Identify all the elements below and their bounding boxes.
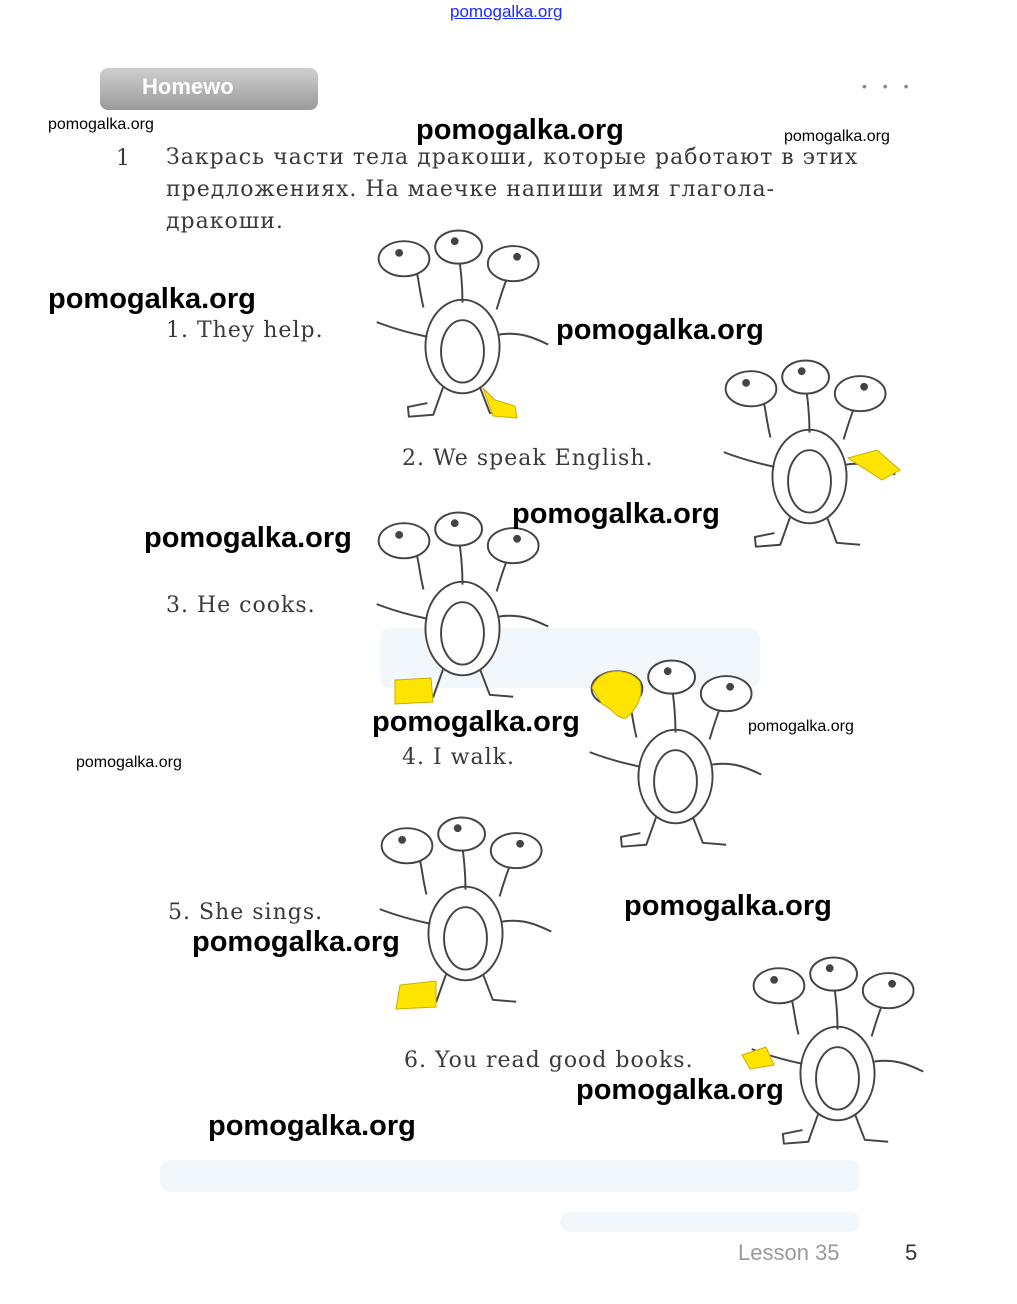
watermark: pomogalka.org bbox=[192, 926, 400, 958]
sentence-6: 6. You read good books. bbox=[404, 1048, 694, 1073]
page-number: 5 bbox=[905, 1240, 918, 1265]
sentence-4: 4. I walk. bbox=[402, 745, 515, 770]
dragon-illustration-3 bbox=[365, 510, 560, 708]
task-instruction: Закрась части тела дракоши, которые работают в этих предложениях. На маечке напиши имя глагола-дракоши. bbox=[166, 145, 859, 234]
watermark: pomogalka.org bbox=[372, 706, 580, 738]
watermark: pomogalka.org bbox=[748, 718, 854, 735]
highlight-foot bbox=[396, 981, 436, 1009]
watermark: pomogalka.org bbox=[784, 128, 890, 145]
watermark: pomogalka.org bbox=[576, 1074, 784, 1106]
sentence-5: 5. She sings. bbox=[168, 900, 324, 925]
task-number: 1 bbox=[116, 146, 130, 171]
watermark: pomogalka.org bbox=[48, 283, 256, 315]
highlight-legs bbox=[483, 388, 517, 418]
watermark: pomogalka.org bbox=[624, 890, 832, 922]
watermark: pomogalka.org bbox=[512, 498, 720, 530]
homework-label: Homewo bbox=[142, 74, 234, 99]
homework-banner bbox=[100, 68, 318, 110]
dragon-illustration-5 bbox=[368, 815, 563, 1013]
sentence-1: 1. They help. bbox=[166, 318, 324, 343]
highlight-hand bbox=[742, 1047, 774, 1069]
dragon-illustration-1 bbox=[365, 228, 560, 426]
top-watermark-link[interactable]: pomogalka.org bbox=[450, 2, 563, 21]
dragon-illustration-4 bbox=[578, 658, 773, 856]
lesson-label: Lesson 35 bbox=[738, 1240, 840, 1265]
watermark: pomogalka.org bbox=[144, 522, 352, 554]
watermark: pomogalka.org bbox=[556, 314, 764, 346]
dragon-illustration-6 bbox=[740, 955, 935, 1153]
watermark: pomogalka.org bbox=[208, 1110, 416, 1142]
faint-artifact bbox=[160, 1160, 860, 1192]
dragon-illustration-2 bbox=[712, 358, 907, 556]
highlight-foot bbox=[395, 678, 433, 704]
sentence-3: 3. He cooks. bbox=[166, 593, 316, 618]
highlight-head bbox=[592, 671, 641, 718]
watermark: pomogalka.org bbox=[76, 754, 182, 771]
header-dots: • • • bbox=[862, 78, 915, 94]
highlight-hand bbox=[848, 450, 900, 480]
sentence-2: 2. We speak English. bbox=[402, 446, 654, 471]
faint-artifact bbox=[560, 1212, 860, 1232]
watermark: pomogalka.org bbox=[48, 116, 154, 133]
watermark: pomogalka.org bbox=[416, 114, 624, 146]
